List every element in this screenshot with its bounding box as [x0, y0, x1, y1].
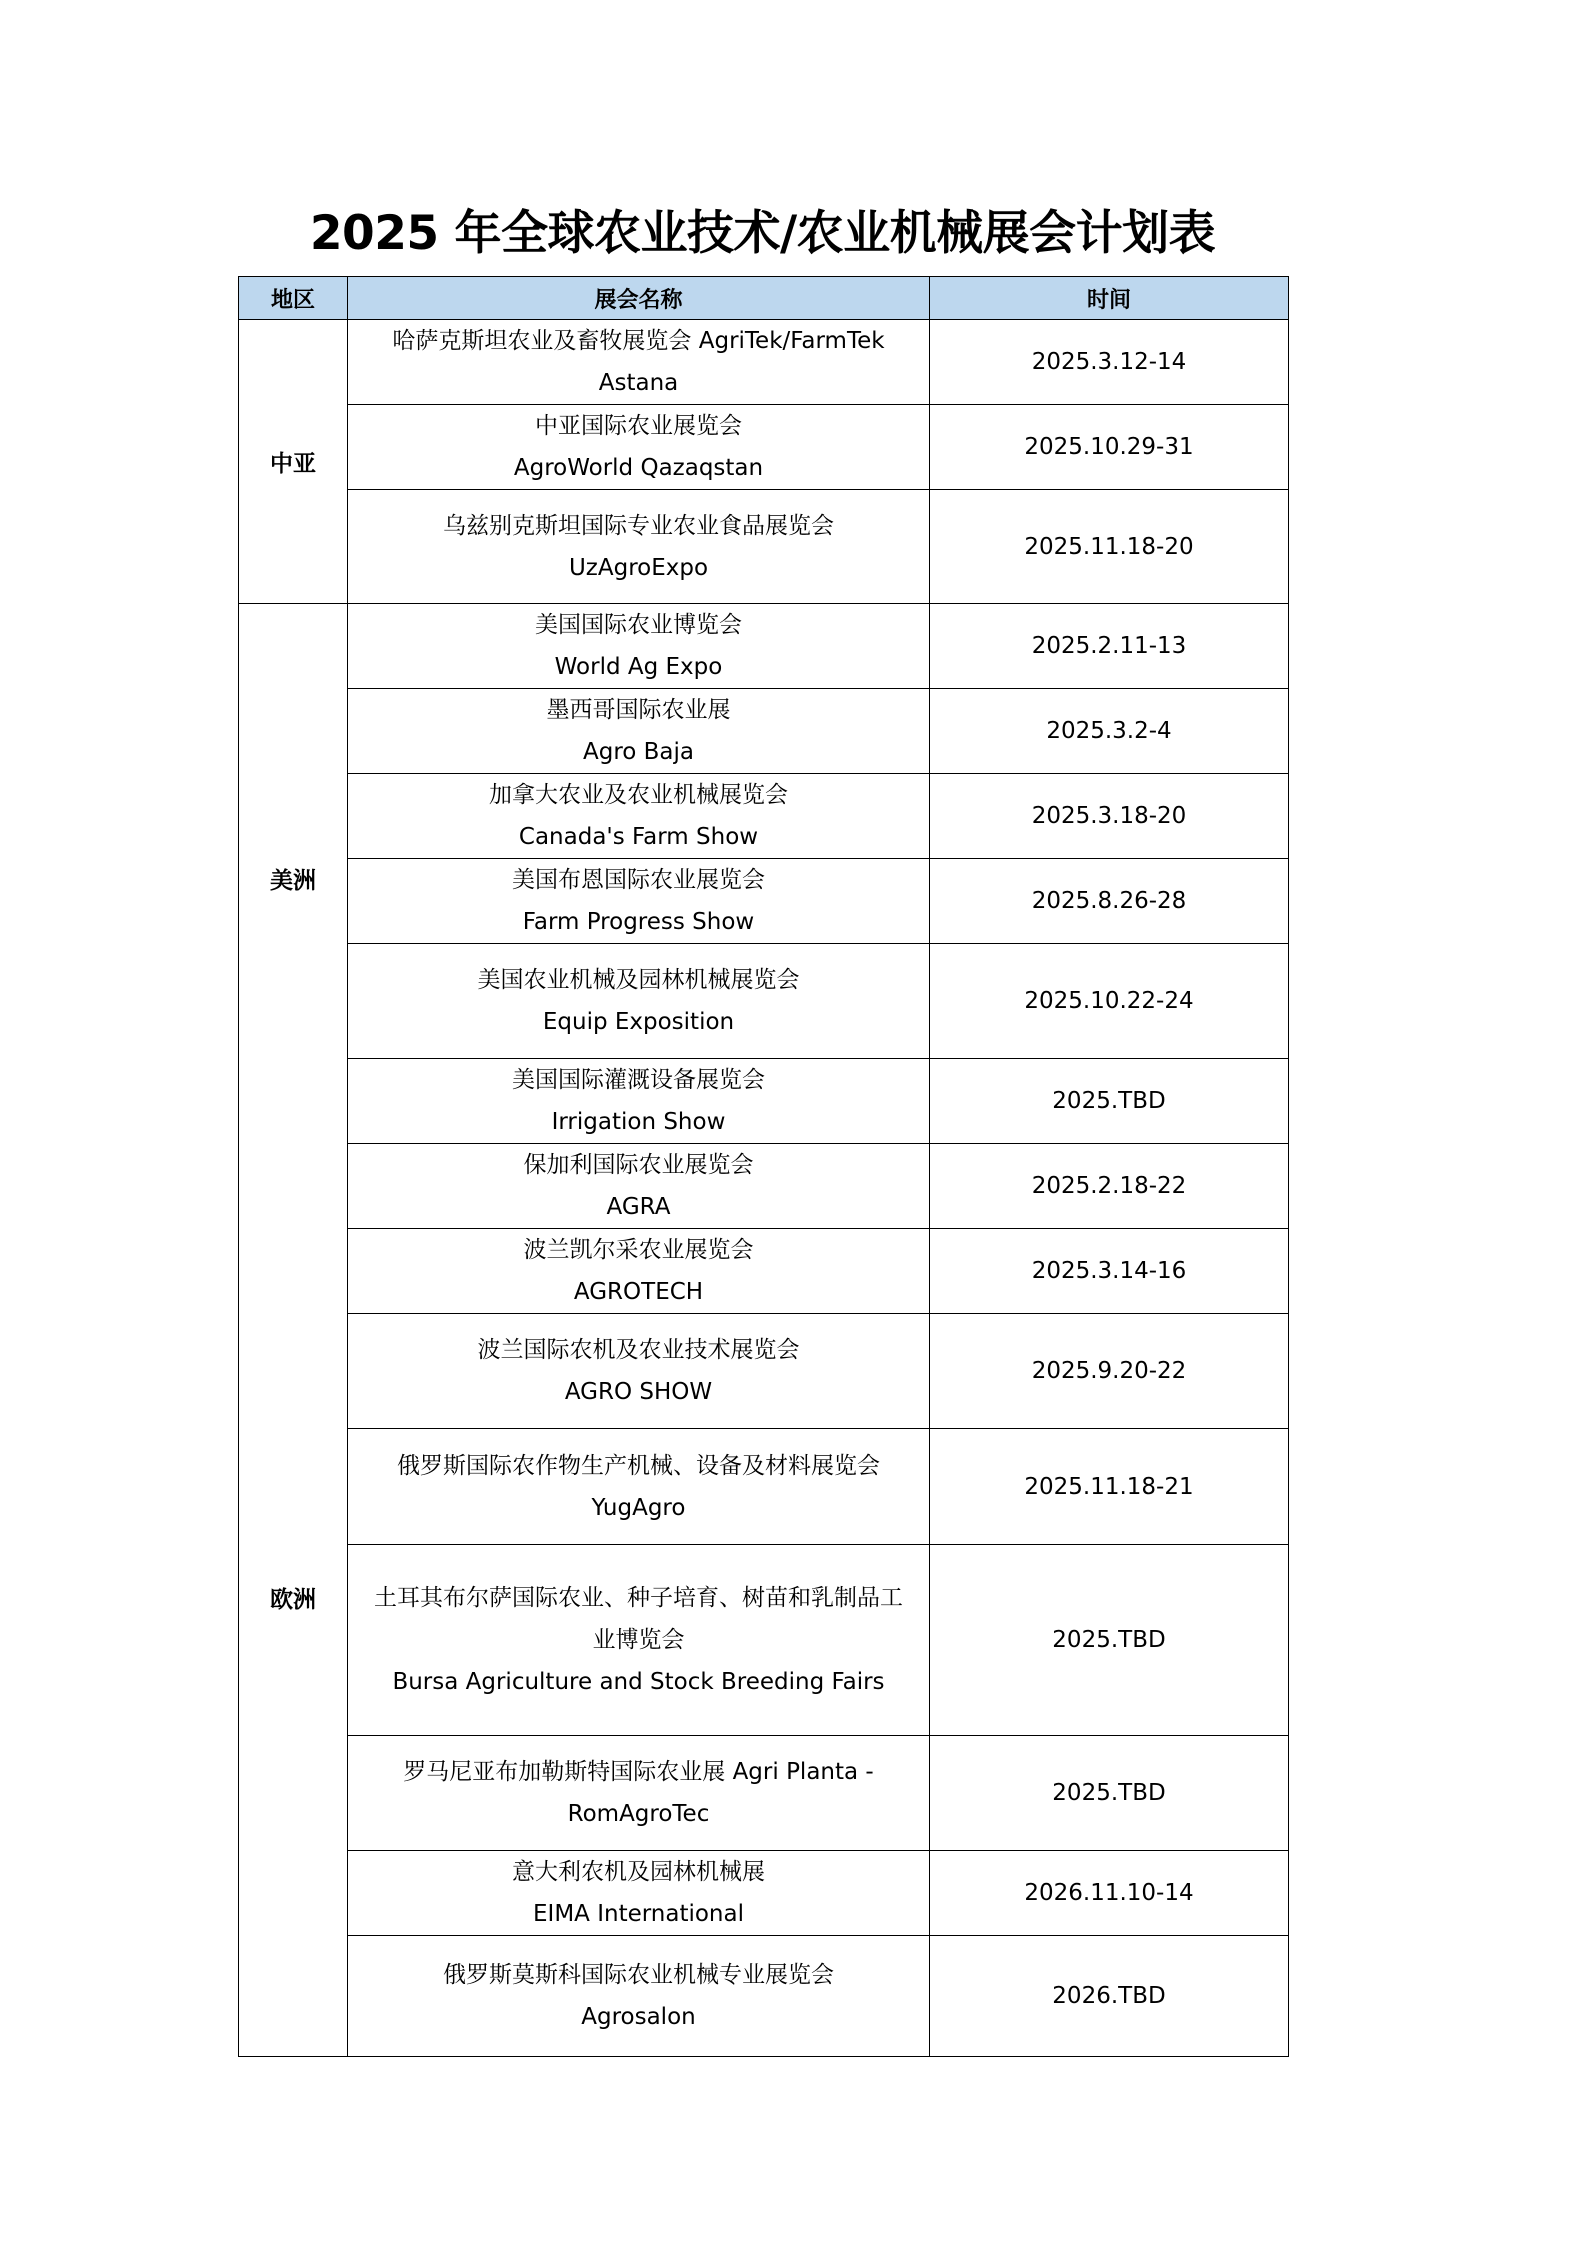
name-line: 罗马尼亚布加勒斯特国际农业展 Agri Planta - [403, 1759, 874, 1785]
name-line: 俄罗斯莫斯科国际农业机械专业展览会 [443, 1962, 834, 1988]
exhibition-date: 2025.TBD [930, 1736, 1289, 1851]
name-line: 中亚国际农业展览会 [535, 413, 742, 439]
exhibition-date: 2025.11.18-20 [930, 490, 1289, 604]
exhibition-name [348, 1144, 930, 1229]
table-row [239, 604, 1289, 689]
name-line: AGRA [606, 1194, 671, 1220]
region-cell-americas-europe [239, 604, 348, 2057]
name-line: 业博览会 [592, 1627, 685, 1653]
name-line: Irrigation Show [551, 1109, 726, 1135]
table-row [239, 1936, 1289, 2057]
exhibition-date: 2025.9.20-22 [930, 1314, 1289, 1429]
name-line: 墨西哥国际农业展 [546, 697, 731, 723]
page-title: 2025 年全球农业技术/农业机械展会计划表 [309, 206, 1216, 261]
exhibition-date: 2025.TBD [930, 1545, 1289, 1736]
name-line: YugAgro [591, 1494, 686, 1521]
name-line: 加拿大农业及农业机械展览会 [489, 782, 788, 808]
exhibition-name [348, 774, 930, 859]
exhibition-date: 2026.11.10-14 [930, 1851, 1289, 1936]
name-line: 意大利农机及园林机械展 [512, 1859, 765, 1885]
exhibition-date: 2026.TBD [930, 1936, 1289, 2057]
name-line: Canada's Farm Show [518, 824, 759, 850]
exhibition-name [348, 1059, 930, 1144]
exhibition-date: 2025.11.18-21 [930, 1429, 1289, 1545]
exhibition-date: 2025.3.12-14 [930, 320, 1289, 405]
table-row [239, 859, 1289, 944]
region-cell-central-asia [239, 320, 348, 604]
name-line: AGRO SHOW [564, 1379, 713, 1405]
exhibition-date: 2025.10.22-24 [930, 944, 1289, 1059]
name-line: AGROTECH [573, 1279, 704, 1305]
region-label-americas: 美洲 [270, 868, 316, 894]
table-row [239, 490, 1289, 604]
table-row [239, 1736, 1289, 1851]
name-line: 美国布恩国际农业展览会 [512, 867, 765, 893]
name-line: AgroWorld Qazaqstan [513, 455, 764, 481]
name-line: 波兰凯尔采农业展览会 [523, 1237, 754, 1263]
exhibition-name [348, 1545, 930, 1736]
table-row [239, 320, 1289, 405]
name-line: Agrosalon [581, 2004, 696, 2030]
region-label-europe: 欧洲 [270, 1587, 316, 1613]
name-line: Farm Progress Show [522, 909, 755, 935]
name-line: Bursa Agriculture and Stock Breeding Fairs [392, 1669, 885, 1695]
table-row [239, 774, 1289, 859]
header-exhibition-name: 展会名称 [348, 277, 930, 320]
name-line: RomAgroTec [567, 1801, 710, 1827]
name-line: EIMA International [533, 1901, 744, 1927]
name-line: 美国国际灌溉设备展览会 [512, 1067, 765, 1093]
exhibition-name [348, 1429, 930, 1545]
exhibition-name [348, 1936, 930, 2057]
exhibition-name [348, 1229, 930, 1314]
exhibition-name [348, 1314, 930, 1429]
table-row [239, 1851, 1289, 1936]
name-line: UzAgroExpo [568, 554, 709, 581]
exhibition-name [348, 1851, 930, 1936]
exhibition-name [348, 689, 930, 774]
table-row [239, 1429, 1289, 1545]
exhibition-name [348, 1736, 930, 1851]
table-row [239, 1059, 1289, 1144]
table-row [239, 1144, 1289, 1229]
exhibition-name [348, 859, 930, 944]
exhibition-name [348, 405, 930, 490]
header-region: 地区 [239, 277, 348, 320]
name-line: Agro Baja [582, 739, 695, 765]
name-line: World Ag Expo [554, 654, 723, 680]
exhibition-name [348, 944, 930, 1059]
table-row [239, 944, 1289, 1059]
exhibition-date: 2025.3.14-16 [930, 1229, 1289, 1314]
exhibition-date: 2025.10.29-31 [930, 405, 1289, 490]
exhibition-date: 2025.3.2-4 [930, 689, 1289, 774]
header-date: 时间 [930, 277, 1289, 320]
exhibition-date: 2025.TBD [930, 1059, 1289, 1144]
exhibition-date: 2025.3.18-20 [930, 774, 1289, 859]
table-row [239, 1314, 1289, 1429]
exhibition-name [348, 604, 930, 689]
table-header-row [239, 277, 1289, 320]
table-row [239, 1229, 1289, 1314]
exhibition-name [348, 490, 930, 604]
table-row [239, 689, 1289, 774]
name-line: 乌兹别克斯坦国际专业农业食品展览会 [443, 512, 834, 539]
table-row [239, 405, 1289, 490]
exhibition-schedule-table [238, 276, 1289, 2057]
exhibition-date: 2025.2.18-22 [930, 1144, 1289, 1229]
name-line: Astana [598, 370, 679, 396]
name-line: 俄罗斯国际农作物生产机械、设备及材料展览会 [397, 1452, 880, 1479]
table-row [239, 1545, 1289, 1736]
region-label: 中亚 [270, 451, 316, 477]
name-line: Equip Exposition [542, 1009, 735, 1035]
exhibition-date: 2025.8.26-28 [930, 859, 1289, 944]
exhibition-date: 2025.2.11-13 [930, 604, 1289, 689]
name-line: 哈萨克斯坦农业及畜牧展览会 AgriTek/FarmTek [392, 328, 885, 354]
name-line: 美国国际农业博览会 [535, 612, 742, 638]
name-line: 美国农业机械及园林机械展览会 [477, 967, 800, 993]
name-line: 土耳其布尔萨国际农业、种子培育、树苗和乳制品工 [374, 1585, 903, 1611]
exhibition-name [348, 320, 930, 405]
name-line: 波兰国际农机及农业技术展览会 [477, 1337, 800, 1363]
name-line: 保加利国际农业展览会 [523, 1152, 754, 1178]
